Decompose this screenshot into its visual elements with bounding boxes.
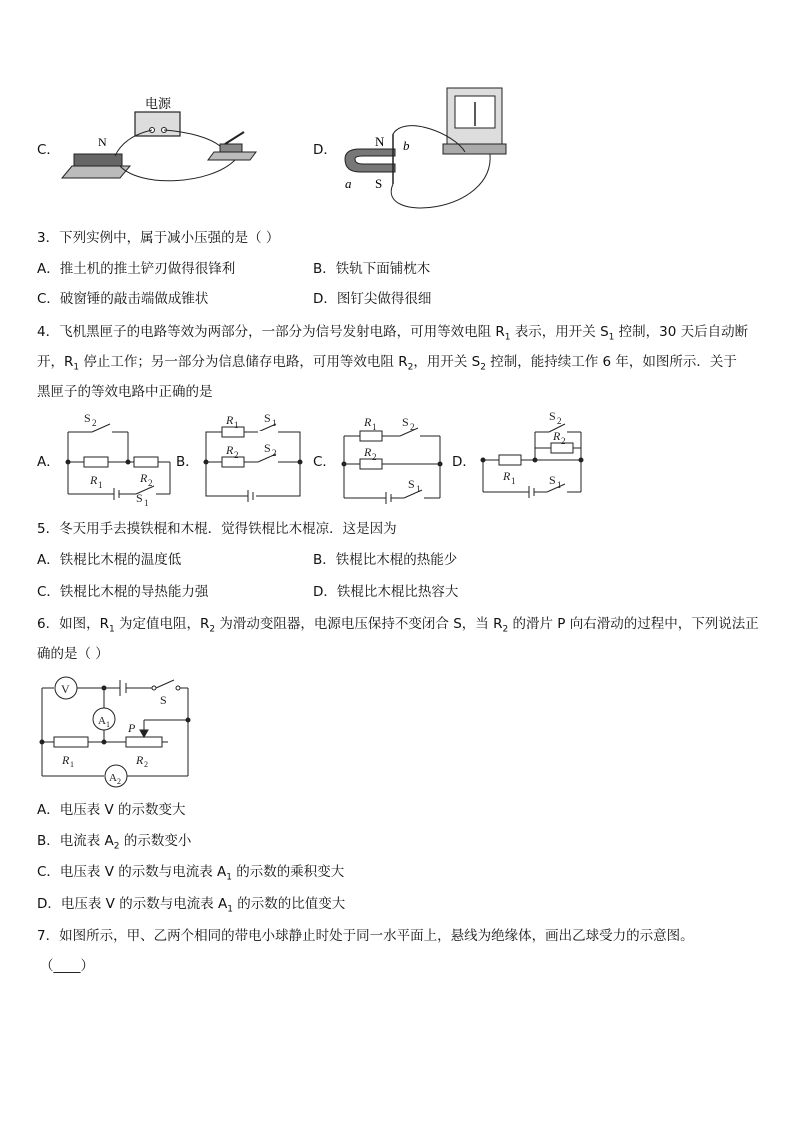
svg-text:R: R bbox=[226, 443, 234, 457]
svg-text:P: P bbox=[128, 721, 136, 735]
q4-option-c-label: C． bbox=[313, 454, 336, 470]
svg-text:R: R bbox=[226, 413, 234, 427]
q5-option-c: C．铁棍比木棍的导热能力强 bbox=[37, 584, 209, 600]
svg-text:2: 2 bbox=[372, 452, 377, 462]
q7-stem: 7．如图所示，甲、乙两个相同的带电小球静止时处于同一水平面上，悬线为绝缘体，画出乙球受力的示意图。 bbox=[37, 928, 694, 944]
svg-text:2: 2 bbox=[144, 760, 148, 769]
option-c-label: C． bbox=[37, 142, 60, 158]
q4-stem-line2: 开，$R_1$ 停止工作；另一部分为信息储存电路，可用等效电阻 $R_2$，用开关 $S_2$ 控制，能持续工作 6 年，如图所示．关于 bbox=[37, 354, 737, 373]
svg-text:R: R bbox=[364, 415, 372, 429]
q6-stem-line2: 确的是（ ） bbox=[37, 646, 109, 662]
q5-stem: 5．冬天用手去摸铁棍和木棍．觉得铁棍比木棍凉．这是因为 bbox=[37, 521, 397, 537]
q3-option-b: B．铁轨下面铺枕木 bbox=[313, 261, 431, 277]
pole-s-label-d: S bbox=[375, 176, 383, 191]
svg-text:2: 2 bbox=[561, 436, 566, 446]
svg-text:S: S bbox=[402, 415, 409, 429]
svg-text:S: S bbox=[264, 411, 271, 425]
svg-text:1: 1 bbox=[70, 760, 74, 769]
q3-option-d: D．图钉尖做得很细 bbox=[313, 291, 432, 307]
point-b-label: b bbox=[403, 138, 410, 153]
svg-text:1: 1 bbox=[98, 480, 103, 490]
svg-text:2: 2 bbox=[92, 418, 97, 428]
q5-option-b: B．铁棍比木棍的热能少 bbox=[313, 552, 458, 568]
svg-text:2: 2 bbox=[272, 448, 277, 458]
pole-n-label-d: N bbox=[375, 134, 385, 149]
q4-circuit-d bbox=[477, 408, 589, 496]
q4-stem-line3: 黑匣子的等效电路中正确的是 bbox=[37, 384, 213, 400]
svg-text:R: R bbox=[62, 753, 70, 767]
svg-text:S: S bbox=[408, 477, 415, 491]
svg-text:S: S bbox=[160, 693, 167, 707]
svg-text:S: S bbox=[264, 441, 271, 455]
svg-text:R: R bbox=[364, 445, 372, 459]
point-a-label: a bbox=[345, 176, 352, 191]
svg-text:R: R bbox=[90, 473, 98, 487]
q5-option-a: A．铁棍比木棍的温度低 bbox=[37, 552, 182, 568]
q6-option-a: A．电压表 V 的示数变大 bbox=[37, 802, 186, 818]
svg-text:1: 1 bbox=[511, 476, 516, 486]
svg-text:2: 2 bbox=[117, 777, 121, 786]
q6-option-c: C．电压表 V 的示数与电流表 $A_1$ 的示数的乘积变大 bbox=[37, 864, 345, 883]
svg-text:1: 1 bbox=[106, 720, 110, 729]
q6-option-b: B．电流表 $A_2$ 的示数变小 bbox=[37, 833, 192, 852]
svg-text:S: S bbox=[549, 409, 556, 423]
svg-text:R: R bbox=[140, 471, 148, 485]
svg-text:1: 1 bbox=[144, 498, 149, 508]
q5-option-d: D．铁棍比木棍比热容大 bbox=[313, 584, 459, 600]
q6-circuit bbox=[36, 672, 196, 790]
svg-text:R: R bbox=[503, 469, 511, 483]
option-d-figure bbox=[335, 84, 520, 214]
q4-circuit-b bbox=[198, 412, 308, 500]
q6-stem-line1: 6．如图，$R_1$ 为定值电阻，$R_2$ 为滑动变阻器，电源电压保持不变闭合 S，当 $R_2$ 的滑片 P 向右滑动的过程中，下列说法正 bbox=[37, 616, 759, 635]
svg-text:S: S bbox=[84, 411, 91, 425]
q3-stem: 3．下列实例中，属于减小压强的是（ ） bbox=[37, 230, 280, 246]
power-label: 电源 bbox=[145, 96, 172, 111]
svg-text:1: 1 bbox=[557, 480, 562, 490]
svg-text:A: A bbox=[98, 715, 106, 727]
option-d-label: D． bbox=[313, 142, 337, 158]
q7-answer-blank[interactable]: （____） bbox=[40, 958, 94, 974]
q4-circuit-c bbox=[336, 412, 448, 500]
svg-text:S: S bbox=[136, 491, 143, 505]
q4-option-a-label: A． bbox=[37, 454, 60, 470]
svg-text:A: A bbox=[109, 772, 117, 784]
q3-option-a: A．推土机的推土铲刃做得很锋利 bbox=[37, 261, 236, 277]
svg-text:2: 2 bbox=[410, 422, 415, 432]
svg-text:1: 1 bbox=[234, 420, 239, 430]
q4-option-b-label: B． bbox=[176, 454, 199, 470]
svg-text:1: 1 bbox=[272, 418, 277, 428]
option-c-figure bbox=[60, 90, 260, 190]
svg-text:R: R bbox=[553, 429, 561, 443]
q4-stem-line1: 4．飞机黑匣子的电路等效为两部分，一部分为信号发射电路，可用等效电阻 $R_1$ 表示，用开关 $S_1$ 控制，30 天后自动断 bbox=[37, 324, 749, 343]
q4-circuit-a bbox=[62, 410, 177, 508]
svg-text:S: S bbox=[549, 473, 556, 487]
svg-text:1: 1 bbox=[372, 422, 377, 432]
svg-text:R: R bbox=[136, 753, 144, 767]
svg-text:2: 2 bbox=[148, 478, 153, 488]
pole-n-label: N bbox=[98, 135, 107, 149]
q4-option-d-label: D． bbox=[452, 454, 476, 470]
svg-text:2: 2 bbox=[557, 416, 562, 426]
svg-text:1: 1 bbox=[416, 484, 421, 494]
q3-option-c: C．破窗锤的敲击端做成锥状 bbox=[37, 291, 209, 307]
svg-text:V: V bbox=[61, 682, 70, 696]
q6-option-d: D．电压表 V 的示数与电流表 $A_1$ 的示数的比值变大 bbox=[37, 896, 346, 915]
svg-text:2: 2 bbox=[234, 450, 239, 460]
